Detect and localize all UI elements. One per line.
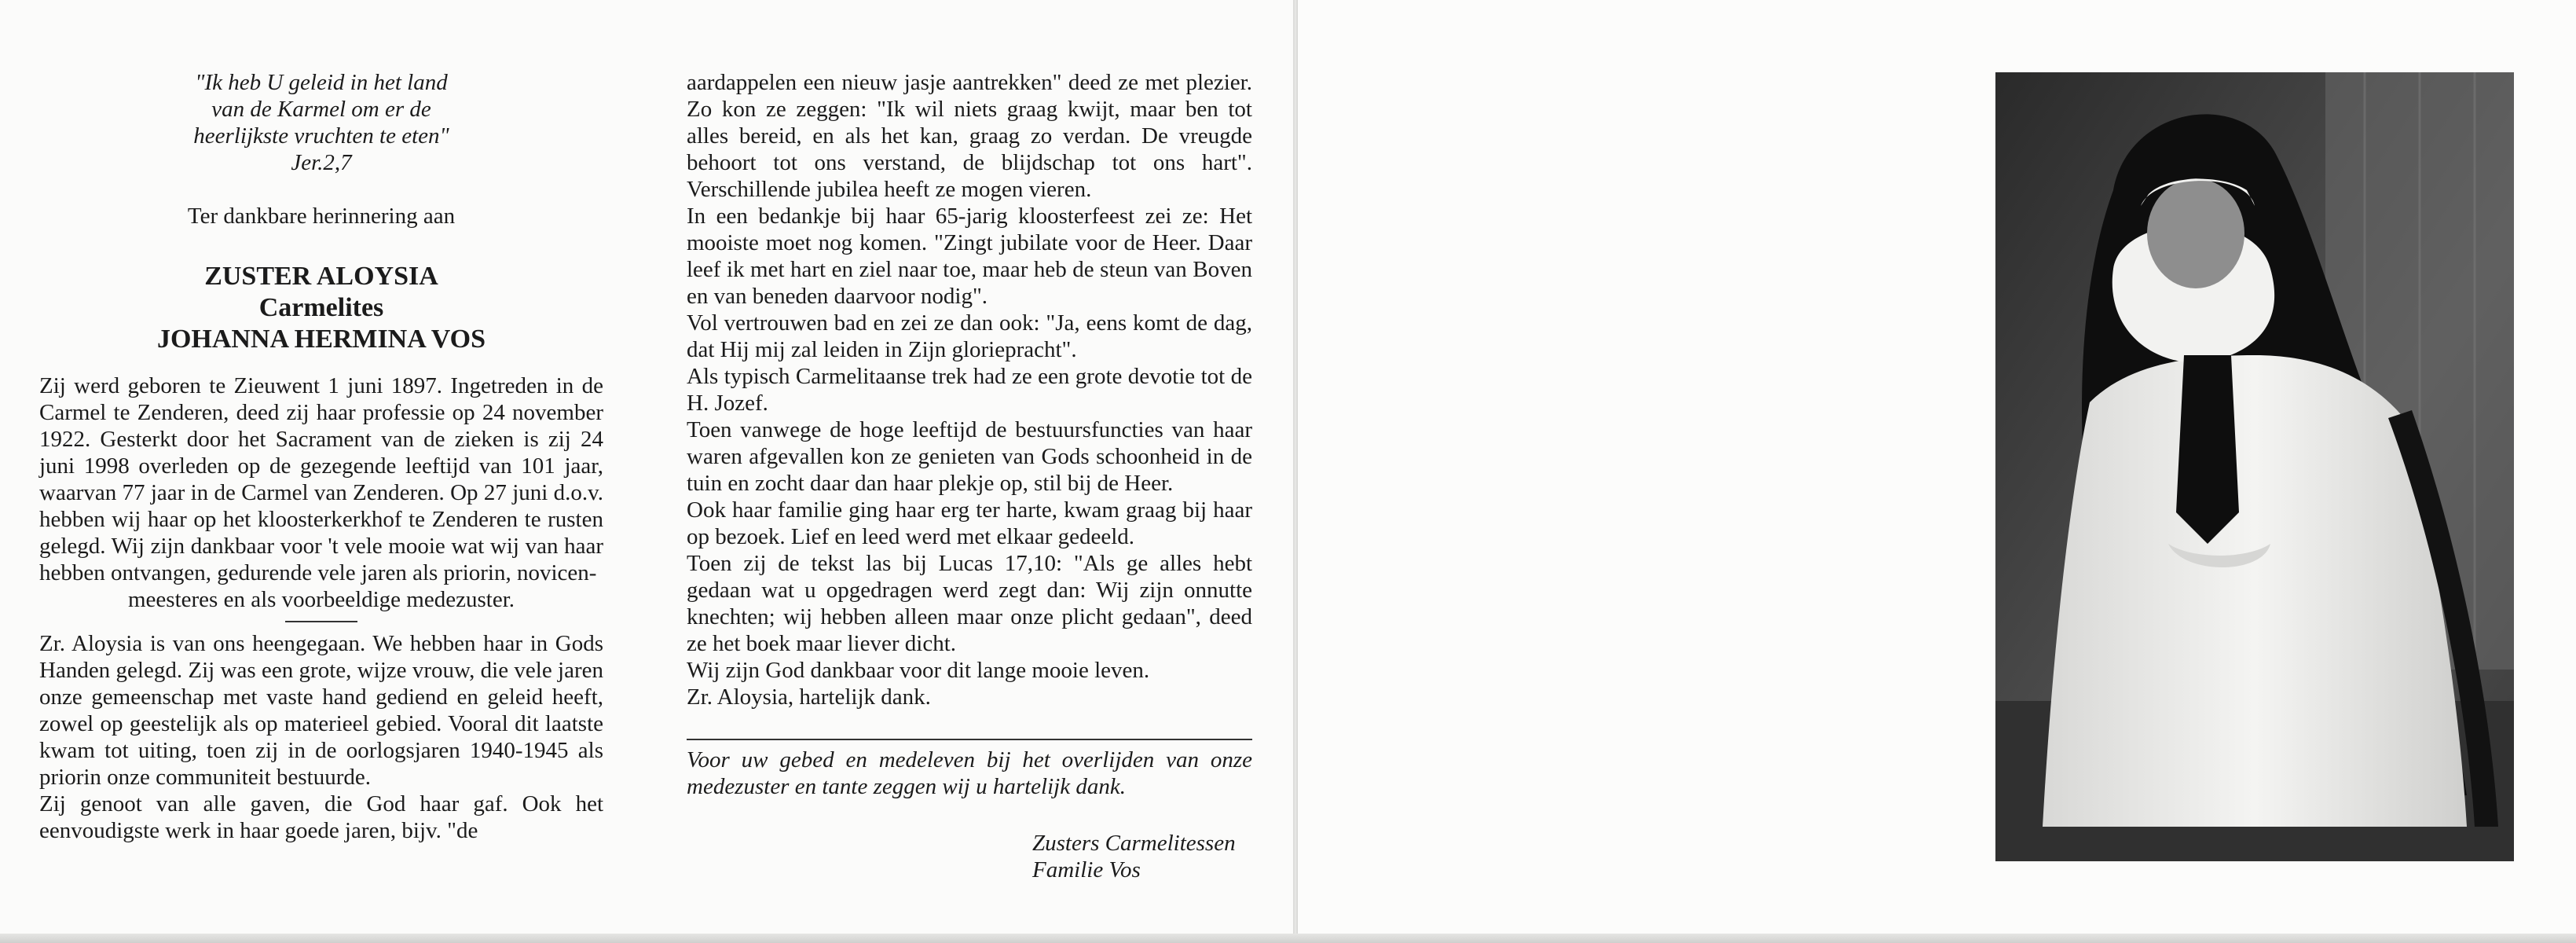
right-column bbox=[687, 69, 1252, 883]
text-paragraph: In een bedankje bij haar 65-jarig kloosterfeest zei ze: Het mooiste moet nog komen. "Zingt jubilate voor de Heer. Daar leef ik met hart en ziel naar toe, maar heb de steun van Boven en van beneden daarvoor nodig". bbox=[687, 204, 1252, 309]
text-paragraph: Als typisch Carmelitaanse trek had ze een grote devotie tot de H. Jozef. bbox=[687, 364, 1252, 416]
portrait-illustration bbox=[1995, 72, 2514, 861]
paragraph-gaven: Zij genoot van alle gaven, die God haar gaf. Ook het eenvoudigste werk in haar goede jaren, bijv. "de bbox=[39, 791, 603, 843]
dedication: Ter dankbare herinnering aan bbox=[187, 204, 456, 229]
left-column bbox=[39, 69, 603, 844]
text-paragraph: Wij zijn God dankbaar voor dit lange mooie leven. bbox=[687, 658, 1150, 683]
text-paragraph: Vol vertrouwen bad en zei ze dan ook: "Ja, eens komt de dag, dat Hij mij zal leiden in Zijn gloriepracht". bbox=[687, 310, 1252, 362]
signature-line: Familie Vos bbox=[1032, 857, 1141, 882]
face bbox=[2147, 178, 2244, 288]
thanks-note: Voor uw gebed en medeleven bij het overlijden van onze medezuster en tante zeggen wij u hartelijk dank. bbox=[687, 747, 1252, 799]
signature bbox=[1032, 830, 1252, 883]
epigraph-line: van de Karmel om er de bbox=[211, 97, 431, 122]
name-title: ZUSTER ALOYSIA bbox=[204, 262, 438, 291]
bio-last-line: meesteres en als voorbeeldige medezuster. bbox=[128, 587, 515, 612]
divider bbox=[285, 621, 357, 622]
civil-name: JOHANNA HERMINA VOS bbox=[156, 325, 486, 354]
text-paragraph: aardappelen een nieuw jasje aantrekken" deed ze met plezier. Zo kon ze zeggen: "Ik wil niets graag kwijt, maar ben tot alles bereid, en als het kan, graag zo verdan. De vreugde behoort tot ons verstand, de blijdschap tot ons hart". Verschillende jubilea heeft ze mogen vieren. bbox=[687, 70, 1252, 202]
signature-line: Zusters Carmelitessen bbox=[1032, 831, 1236, 856]
scan-bottom-edge bbox=[0, 934, 2576, 943]
text-paragraph: Toen zij de tekst las bij Lucas 17,10: "Als ge alles hebt gedaan wat u opgedragen werd zegt dan: Wij zijn onnutte knechten; wij hebben alleen maar onze plicht gedaan", deed ze het boek maar liever dicht. bbox=[687, 551, 1252, 656]
text-paragraph: Toen vanwege de hoge leeftijd de bestuursfuncties van haar waren afgevallen kon ze genieten van Gods schoonheid in de tuin en zocht daar dan haar plekje op, stil bij de Heer. bbox=[687, 417, 1252, 496]
scapular bbox=[2176, 355, 2239, 544]
text-paragraph: Ook haar familie ging haar erg ter harte, kwam graag bij haar op bezoek. Lief en leed werd met elkaar gedeeld. bbox=[687, 497, 1252, 549]
epigraph-line: "Ik heb U geleid in het land bbox=[195, 70, 448, 95]
text-paragraph: Zr. Aloysia, hartelijk dank. bbox=[687, 684, 931, 710]
epigraph-line: heerlijkste vruchten te eten" bbox=[193, 123, 449, 149]
name-block bbox=[39, 261, 603, 355]
paragraph-heengegaan: Zr. Aloysia is van ons heengegaan. We hebben haar in Gods Handen gelegd. Zij was een grote, wijze vrouw, die vele jaren onze gemeenschap met vaste hand gediend en geleid heeft, zowel op geestelijk als op materieel gebied. Vooral dit laatste kwam tot uiting, toen zij in de oorlogsjaren 1940-1945 als priorin onze communiteit bestuurde. bbox=[39, 631, 603, 790]
portrait-photo bbox=[1995, 72, 2514, 861]
epigraph bbox=[39, 69, 603, 176]
epigraph-reference: Jer.2,7 bbox=[291, 150, 352, 175]
bio-paragraph: Zij werd geboren te Zieuwent 1 juni 1897. Ingetreden in de Carmel te Zenderen, deed zij haar professie op 24 november 1922. Gesterkt door het Sacrament van de zieken is zij 24 juni 1998 overleden op de gezegende leeftijd van 101 jaar, waarvan 77 jaar in de Carmel van Zenderen. Op 27 juni d.o.v. hebben wij haar op het kloosterkerkhof te Zenderen te rusten gelegd. Wij zijn dankbaar voor 't vele mooie wat wij van haar hebben ontvangen, gedurende vele jaren als priorin, novicen- bbox=[39, 373, 603, 585]
thanks-divider bbox=[687, 739, 1252, 740]
order-name: Carmelites bbox=[258, 293, 384, 322]
